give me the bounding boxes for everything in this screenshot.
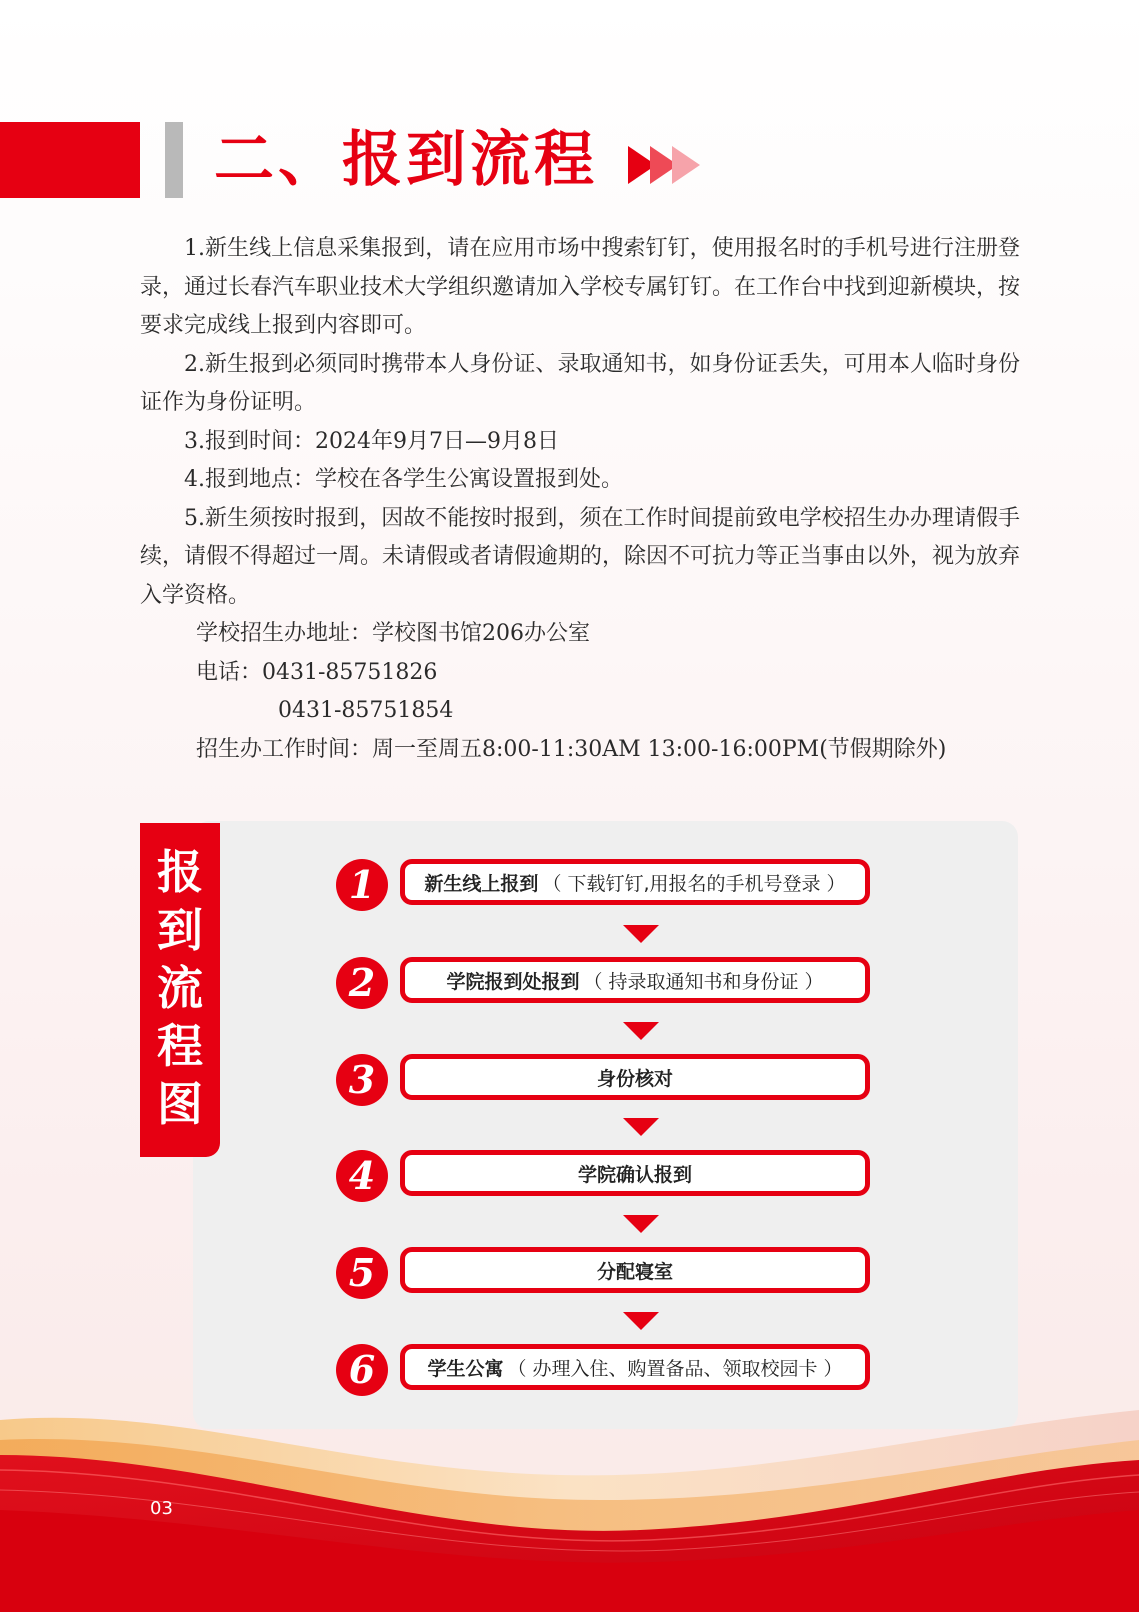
paragraph: 3.报到时间：2024年9月7日—9月8日: [184, 428, 559, 454]
paragraph: 5.新生须按时报到，因故不能按时报到，须在工作时间提前致电学校招生办办理请假手续，请假不得超过一周。未请假或者请假逾期的，除因不可抗力等正当事由以外，视为放弃入学资格。: [140, 505, 1021, 608]
step-box-1: [400, 859, 870, 905]
arrow-down-icon: [623, 1215, 659, 1233]
page-number: 03: [150, 1498, 173, 1519]
step-title: 学院确认报到: [577, 1163, 692, 1186]
tab-char: 程: [157, 1019, 203, 1073]
step-number-1: 1: [336, 859, 388, 911]
step-note: （ 持录取通知书和身份证 ）: [583, 970, 824, 993]
step-number-6: 6: [336, 1344, 388, 1396]
step-title: 身份核对: [596, 1067, 673, 1090]
step-title: 学生公寓: [427, 1357, 504, 1380]
phone-line: 电话：0431-85751826: [196, 659, 438, 685]
header-gray-bar: [165, 122, 183, 198]
step-title: 新生线上报到: [424, 872, 539, 895]
step-box-4: [400, 1150, 870, 1196]
office-address: 学校招生办地址：学校图书馆206办公室: [196, 621, 590, 646]
arrow-down-icon: [623, 1022, 659, 1040]
arrow-down-icon: [623, 1118, 659, 1136]
step-box-5: [400, 1247, 870, 1293]
step-number-2: 2: [336, 957, 388, 1009]
paragraph: 4.报到地点：学校在各学生公寓设置报到处。: [184, 467, 623, 492]
page-title: 二、报到流程: [214, 125, 598, 195]
tab-char: 到: [157, 903, 203, 957]
chevron-right-icon: [672, 146, 700, 184]
flow-chart-tab-label: [140, 843, 220, 1133]
tab-char: 图: [157, 1077, 203, 1131]
step-note: （ 下载钉钉,用报名的手机号登录 ）: [542, 872, 846, 895]
step-note: （ 办理入住、购置备品、领取校园卡 ）: [507, 1357, 843, 1380]
step-box-6: [400, 1344, 870, 1390]
step-number-4: 4: [336, 1150, 388, 1202]
paragraph: 1.新生线上信息采集报到，请在应用市场中搜索钉钉，使用报名时的手机号进行注册登录，通过长春汽车职业技术大学组织邀请加入学校专属钉钉。在工作台中找到迎新模块，按要求完成线上报到内容即可。: [140, 236, 1021, 338]
phone-line-2: 0431-85751854: [278, 698, 454, 723]
step-box-2: [400, 957, 870, 1003]
office-hours: 招生办工作时间：周一至周五8:00-11:30AM 13:00-16:00PM(节假期除外): [196, 736, 947, 762]
arrow-down-icon: [623, 925, 659, 943]
header-red-bar: [0, 122, 140, 198]
tab-char: 流: [157, 961, 203, 1015]
flow-chart-panel: [193, 821, 1018, 1429]
body-text: [140, 230, 1020, 769]
step-title: 学院报到处报到: [446, 970, 580, 993]
step-number-3: 3: [336, 1054, 388, 1106]
tab-char: 报: [157, 845, 203, 899]
step-box-3: [400, 1054, 870, 1100]
paragraph: 2.新生报到必须同时携带本人身份证、录取通知书，如身份证丢失，可用本人临时身份证作为身份证明。: [140, 351, 1020, 415]
arrow-down-icon: [623, 1312, 659, 1330]
step-number-5: 5: [336, 1247, 388, 1299]
step-title: 分配寝室: [596, 1260, 673, 1283]
